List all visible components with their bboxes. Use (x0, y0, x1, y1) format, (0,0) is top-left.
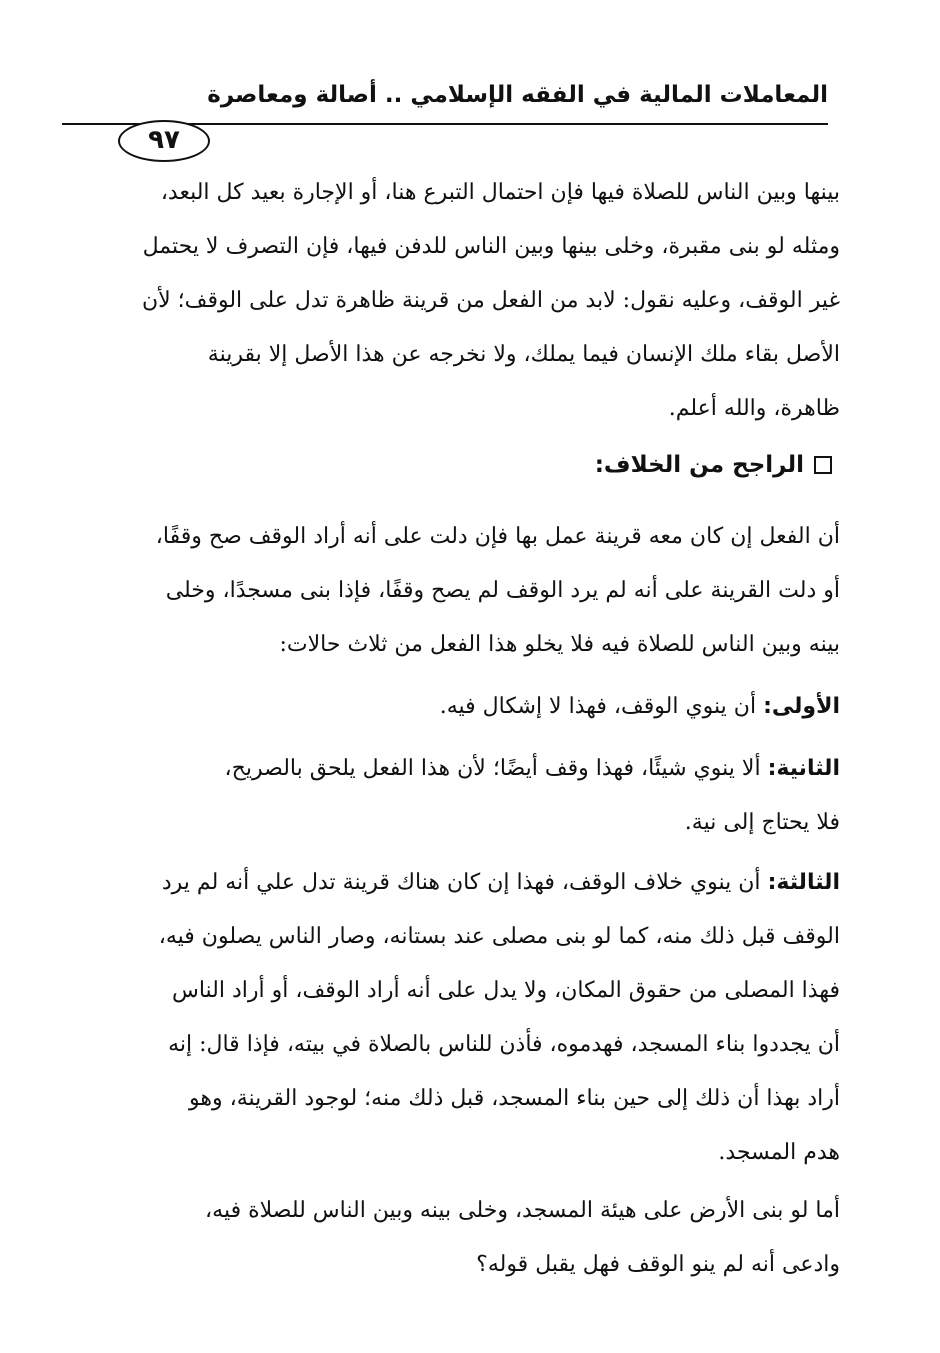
case-second-text: فلا يحتاج إلى نية. (684, 810, 840, 835)
rajih-line: أن الفعل إن كان معه قرينة عمل بها فإن دلت على أنه أراد الوقف صح وقفًا، (155, 524, 840, 549)
rajih-line: أو دلت القرينة على أنه لم يرد الوقف لم يصح وقفًا، فإذا بنى مسجدًا، وخلى (165, 578, 840, 603)
square-bullet-icon (814, 456, 832, 474)
case-third-lead: الثالثة: (767, 870, 840, 895)
rajih-line: بينه وبين الناس للصلاة فيه فلا يخلو هذا الفعل من ثلاث حالات: (279, 632, 840, 657)
case-third-text: هدم المسجد. (718, 1140, 840, 1165)
rajih-paragraph (70, 510, 840, 672)
intro-line: غير الوقف، وعليه نقول: لابد من الفعل من قرينة ظاهرة تدل على الوقف؛ لأن (141, 288, 840, 313)
section-heading-text: الراجح من الخلاف: (594, 452, 804, 478)
intro-line: ومثله لو بنى مقبرة، وخلى بينها وبين الناس للدفن فيها، فإن التصرف لا يحتمل (142, 234, 840, 259)
page-number: ٩٧ (118, 120, 210, 162)
case-third-text: أراد بهذا أن ذلك إلى حين بناء المسجد، قبل ذلك منه؛ لوجود القرينة، وهو (189, 1086, 840, 1111)
case-third (70, 856, 840, 1180)
case-third-text: أن يجددوا بناء المسجد، فهدموه، فأذن للناس بالصلاة في بيته، فإذا قال: إنه (168, 1032, 840, 1057)
closing-paragraph (70, 1184, 840, 1292)
case-first-lead: الأولى: (763, 694, 840, 719)
case-third-text: أن ينوي خلاف الوقف، فهذا إن كان هناك قرينة تدل علي أنه لم يرد (161, 870, 761, 895)
intro-line: بينها وبين الناس للصلاة فيها فإن احتمال التبرع هنا، أو الإجارة بعيد كل البعد، (160, 180, 840, 205)
case-second-lead: الثانية: (767, 756, 840, 781)
intro-line: الأصل بقاء ملك الإنسان فيما يملك، ولا نخرجه عن هذا الأصل إلا بقرينة (207, 342, 840, 367)
closing-line: وادعى أنه لم ينو الوقف فهل يقبل قوله؟ (476, 1252, 840, 1277)
running-header-title: المعاملات المالية في الفقه الإسلامي .. أصالة ومعاصرة (207, 82, 828, 108)
section-heading (595, 452, 832, 478)
case-third-text: فهذا المصلى من حقوق المكان، ولا يدل على أنه أراد الوقف، أو أراد الناس (171, 978, 840, 1003)
intro-line: ظاهرة، والله أعلم. (668, 396, 840, 421)
closing-line: أما لو بنى الأرض على هيئة المسجد، وخلى بينه وبين الناس للصلاة فيه، (205, 1198, 840, 1223)
case-second-text: ألا ينوي شيئًا، فهذا وقف أيضًا؛ لأن هذا الفعل يلحق بالصريح، (224, 756, 761, 781)
intro-paragraph (70, 166, 840, 436)
case-second (70, 742, 840, 850)
case-first (70, 680, 840, 734)
case-third-text: الوقف قبل ذلك منه، كما لو بنى مصلى عند بستانه، وصار الناس يصلون فيه، (158, 924, 840, 949)
case-first-text: أن ينوي الوقف، فهذا لا إشكال فيه. (439, 694, 757, 719)
